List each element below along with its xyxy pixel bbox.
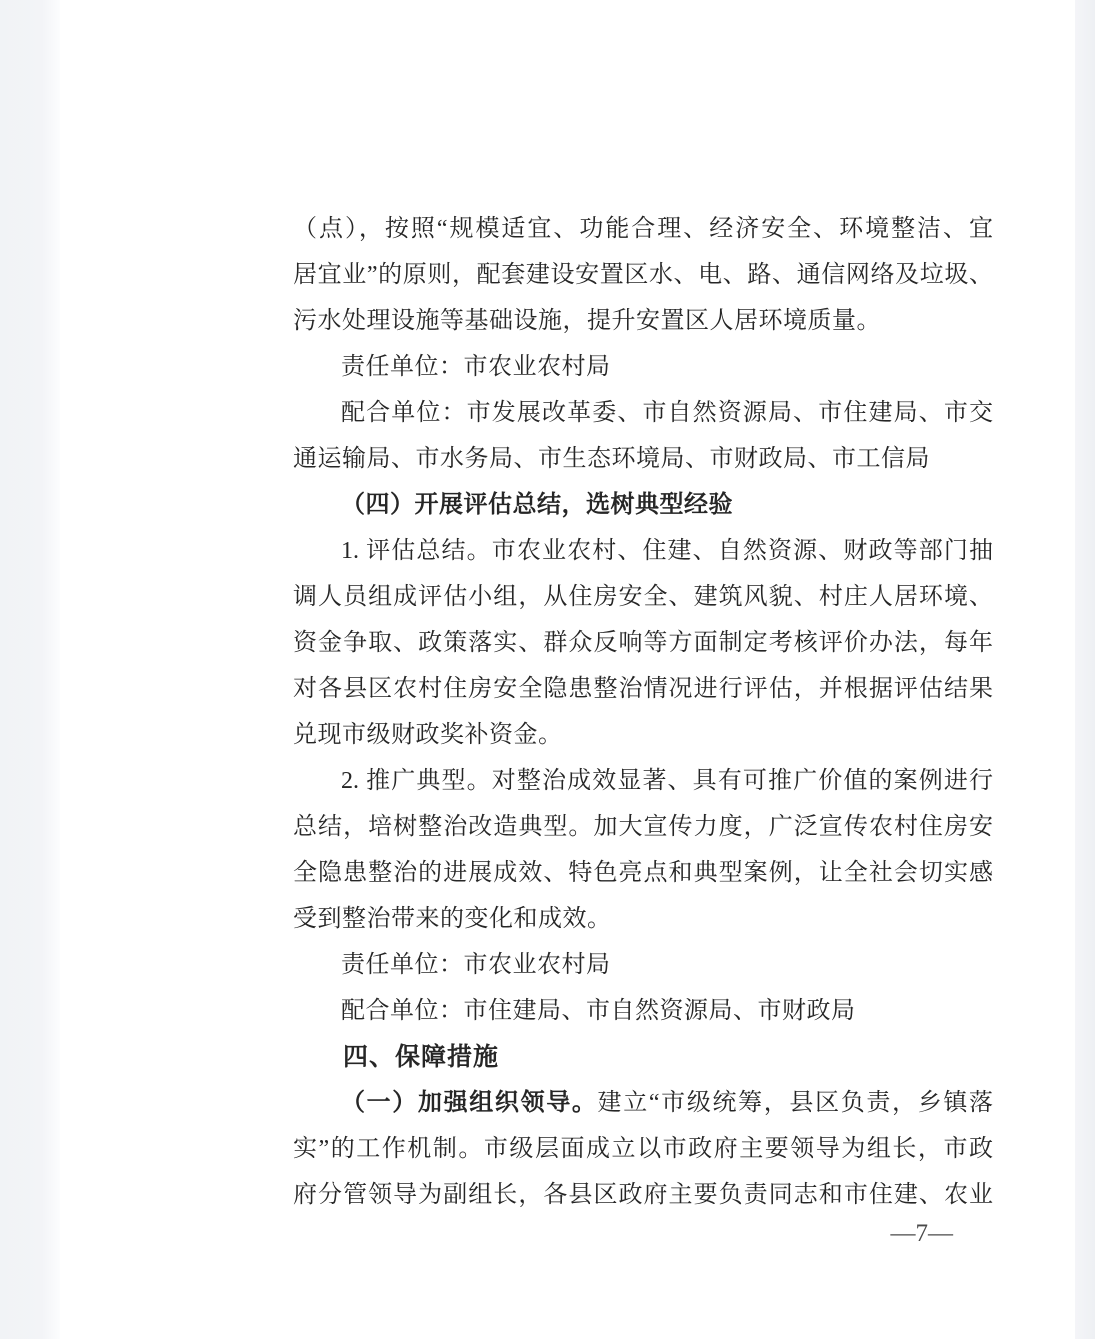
right-gutter bbox=[1075, 0, 1095, 1339]
text-line bbox=[293, 1034, 993, 1080]
text-line bbox=[293, 298, 993, 344]
document-page bbox=[60, 0, 1075, 1339]
text-line bbox=[293, 666, 993, 712]
text-segment: 府分管领导为副组长，各县区政府主要负责同志和市住建、农业 bbox=[293, 1182, 993, 1208]
text-line bbox=[293, 482, 993, 528]
text-segment: 建立“市级统筹，县区负责，乡镇落 bbox=[597, 1090, 994, 1116]
text-line bbox=[293, 1080, 993, 1126]
text-line bbox=[293, 344, 993, 390]
text-line bbox=[293, 1172, 993, 1218]
text-segment: 全隐患整治的进展成效、特色亮点和典型案例，让全社会切实感 bbox=[293, 860, 993, 886]
text-segment: 居宜业”的原则，配套建设安置区水、电、路、通信网络及垃圾、 bbox=[293, 262, 993, 288]
text-line bbox=[293, 528, 993, 574]
text-line bbox=[293, 252, 993, 298]
text-segment-bold: （一）加强组织领导。 bbox=[341, 1090, 598, 1116]
text-line bbox=[293, 390, 993, 436]
text-line bbox=[293, 942, 993, 988]
text-segment: 对各县区农村住房安全隐患整治情况进行评估，并根据评估结果 bbox=[293, 676, 993, 702]
text-line bbox=[293, 574, 993, 620]
text-line bbox=[293, 620, 993, 666]
text-segment: （四）开展评估总结，选树典型经验 bbox=[341, 492, 733, 518]
text-segment: 通运输局、市水务局、市生态环境局、市财政局、市工信局 bbox=[293, 446, 930, 472]
text-line bbox=[293, 758, 993, 804]
text-line bbox=[293, 436, 993, 482]
text-line bbox=[293, 850, 993, 896]
text-segment: 资金争取、政策落实、群众反响等方面制定考核评价办法，每年 bbox=[293, 630, 993, 656]
text-segment: 污水处理设施等基础设施，提升安置区人居环境质量。 bbox=[293, 308, 881, 334]
text-segment: 调人员组成评估小组，从住房安全、建筑风貌、村庄人居环境、 bbox=[293, 584, 993, 610]
left-gutter bbox=[0, 0, 60, 1339]
text-line bbox=[293, 804, 993, 850]
text-line bbox=[293, 1126, 993, 1172]
text-segment: 1. 评估总结。市农业农村、住建、自然资源、财政等部门抽 bbox=[341, 538, 993, 564]
text-segment: 兑现市级财政奖补资金。 bbox=[293, 722, 563, 748]
text-segment: 受到整治带来的变化和成效。 bbox=[293, 906, 612, 932]
text-segment: 四、保障措施 bbox=[343, 1043, 500, 1071]
text-segment: 2. 推广典型。对整治成效显著、具有可推广价值的案例进行 bbox=[341, 768, 993, 794]
text-segment: 配合单位：市发展改革委、市自然资源局、市住建局、市交 bbox=[341, 400, 993, 426]
text-segment: 总结，培树整治改造典型。加大宣传力度，广泛宣传农村住房安 bbox=[293, 814, 993, 840]
text-segment: 责任单位：市农业农村局 bbox=[341, 952, 611, 978]
text-block bbox=[293, 206, 993, 1218]
text-line bbox=[293, 988, 993, 1034]
text-segment: 实”的工作机制。市级层面成立以市政府主要领导为组长，市政 bbox=[293, 1136, 993, 1162]
text-line bbox=[293, 896, 993, 942]
text-segment: （点），按照“规模适宜、功能合理、经济安全、环境整洁、宜 bbox=[293, 216, 993, 242]
text-segment: 责任单位：市农业农村局 bbox=[341, 354, 611, 380]
text-segment: 配合单位：市住建局、市自然资源局、市财政局 bbox=[341, 998, 856, 1024]
text-line bbox=[293, 206, 993, 252]
page-number: —7— bbox=[890, 1220, 953, 1247]
text-line bbox=[293, 712, 993, 758]
